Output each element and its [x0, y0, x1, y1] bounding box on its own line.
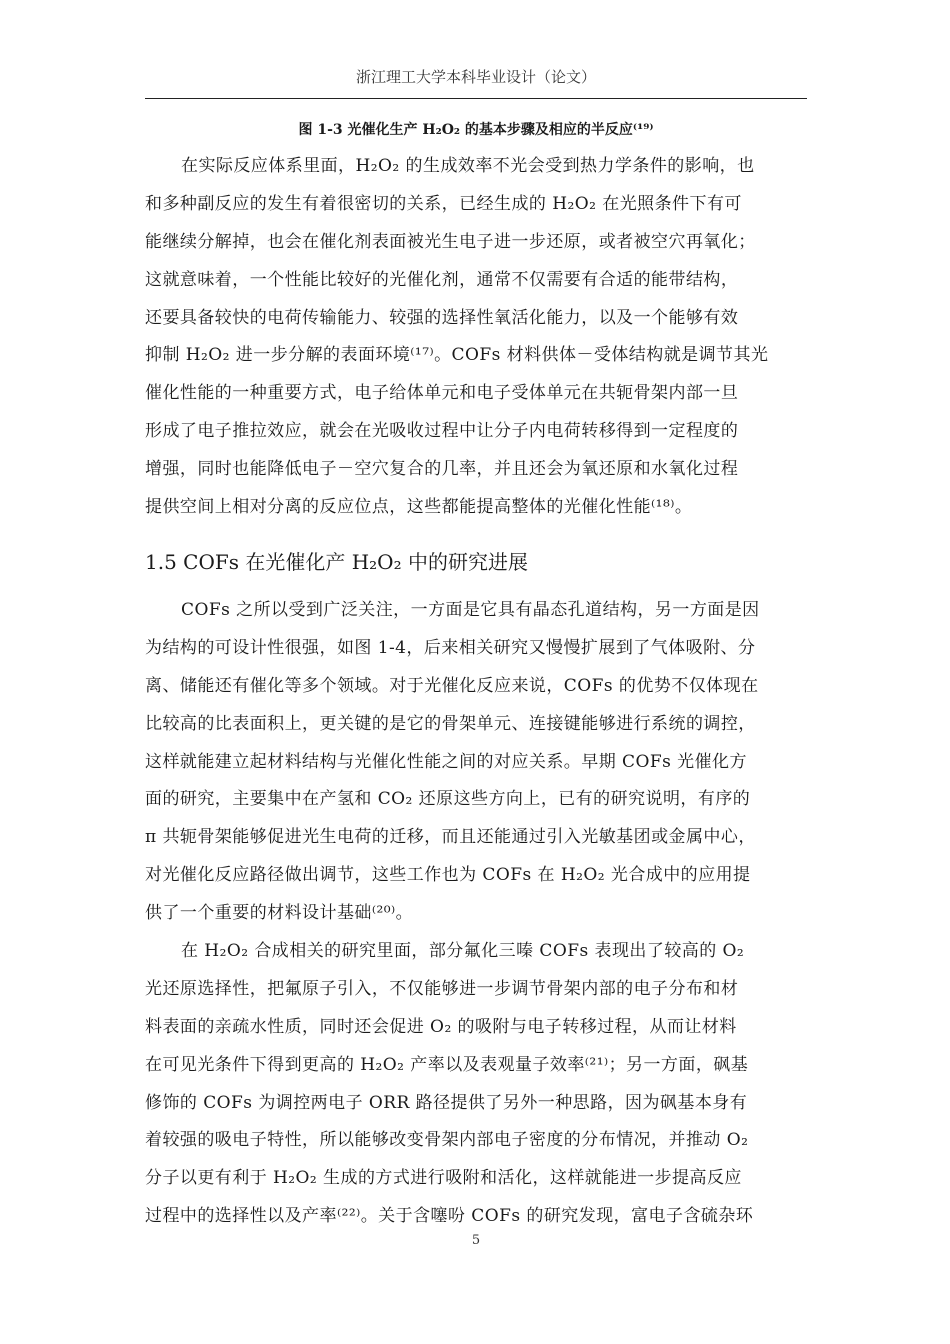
- text-line: 面的研究，主要集中在产氢和 CO₂ 还原这些方向上，已有的研究说明，有序的: [145, 789, 751, 810]
- paragraph-3: [145, 933, 807, 1236]
- text-line: 比较高的比表面积上，更关键的是它的骨架单元、连接键能够进行系统的调控，: [145, 713, 756, 734]
- text-line: 在 H₂O₂ 合成相关的研究里面，部分氟化三嗪 COFs 表现出了较高的 O₂: [181, 941, 745, 961]
- text-line: 供了一个重要的材料设计基础⁽²⁰⁾。: [145, 903, 414, 924]
- text-line: 为结构的可设计性很强，如图 1-4，后来相关研究又慢慢扩展到了气体吸附、分: [145, 637, 756, 658]
- text-line: 这样就能建立起材料结构与光催化性能之间的对应关系。早期 COFs 光催化方: [145, 751, 747, 772]
- text-line: 还要具备较快的电荷传输能力、较强的选择性氧活化能力，以及一个能够有效: [145, 307, 739, 328]
- paragraph-2: [145, 592, 807, 933]
- text-line: COFs 之所以受到广泛关注，一方面是它具有晶态孔道结构，另一方面是因: [181, 600, 760, 620]
- text-line: 着较强的吸电子特性，所以能够改变骨架内部电子密度的分布情况，并推动 O₂: [145, 1130, 749, 1151]
- section-heading: 1.5 COFs 在光催化产 H₂O₂ 中的研究进展: [145, 550, 528, 574]
- text-line: 能继续分解掉，也会在催化剂表面被光生电子进一步还原，或者被空穴再氧化；: [145, 231, 756, 252]
- text-line: 提供空间上相对分离的反应位点，这些都能提高整体的光催化性能⁽¹⁸⁾。: [145, 497, 693, 518]
- page-header: 浙江理工大学本科毕业设计（论文）: [355, 68, 596, 86]
- text-line: 对光催化反应路径做出调节，这些工作也为 COFs 在 H₂O₂ 光合成中的应用提: [145, 865, 751, 886]
- text-line: 这就意味着，一个性能比较好的光催化剂，通常不仅需要有合适的能带结构，: [145, 269, 739, 290]
- text-line: 过程中的选择性以及产率⁽²²⁾。关于含噻吩 COFs 的研究发现，富电子含硫杂环: [145, 1206, 754, 1227]
- text-line: 形成了电子推拉效应，就会在光吸收过程中让分子内电荷转移得到一定程度的: [145, 421, 739, 442]
- text-line: 催化性能的一种重要方式，电子给体单元和电子受体单元在共轭骨架内部一旦: [145, 383, 739, 404]
- figure-caption: 图 1-3 光催化生产 H₂O₂ 的基本步骤及相应的半反应⁽¹⁹⁾: [298, 122, 654, 138]
- text-line: 抑制 H₂O₂ 进一步分解的表面环境⁽¹⁷⁾。COFs 材料供体－受体结构就是调节其光: [145, 345, 769, 366]
- text-line: 修饰的 COFs 为调控两电子 ORR 路径提供了另外一种思路，因为砜基本身有: [145, 1092, 748, 1113]
- paragraph-1: [145, 148, 807, 527]
- text-line: 光还原选择性，把氟原子引入，不仅能够进一步调节骨架内部的电子分布和材: [145, 978, 739, 999]
- page-number: 5: [471, 1233, 481, 1248]
- text-line: 分子以更有利于 H₂O₂ 生成的方式进行吸附和活化，这样就能进一步提高反应: [145, 1168, 742, 1189]
- text-line: 离、储能还有催化等多个领域。对于光催化反应来说，COFs 的优势不仅体现在: [145, 675, 759, 696]
- header-rule: [145, 98, 807, 99]
- text-line: 在可见光条件下得到更高的 H₂O₂ 产率以及表观量子效率⁽²¹⁾；另一方面，砜基: [145, 1054, 749, 1075]
- text-line: 和多种副反应的发生有着很密切的关系，已经生成的 H₂O₂ 在光照条件下有可: [145, 193, 742, 214]
- text-line: 增强，同时也能降低电子－空穴复合的几率，并且还会为氧还原和水氧化过程: [145, 459, 739, 480]
- text-line: 料表面的亲疏水性质，同时还会促进 O₂ 的吸附与电子转移过程，从而让材料: [145, 1016, 737, 1037]
- text-line: 在实际反应体系里面，H₂O₂ 的生成效率不光会受到热力学条件的影响，也: [181, 156, 755, 176]
- text-line: π 共轭骨架能够促进光生电荷的迁移，而且还能通过引入光敏基团或金属中心，: [145, 827, 756, 848]
